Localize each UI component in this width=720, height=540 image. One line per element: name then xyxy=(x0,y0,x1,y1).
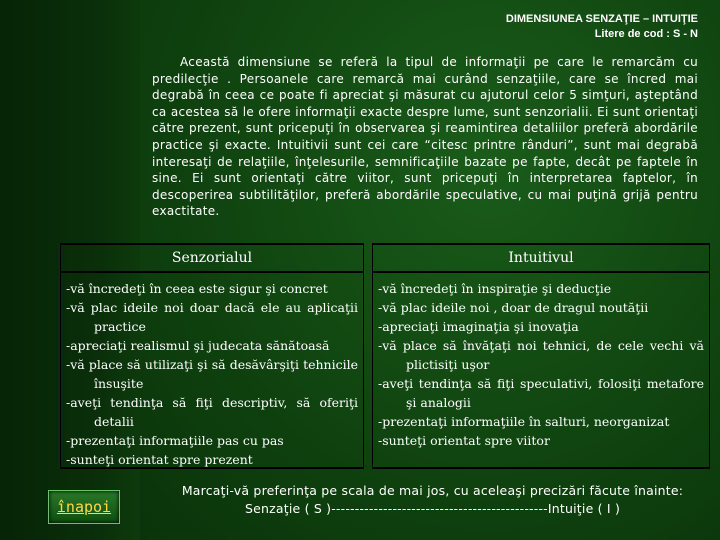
intuition-column-border xyxy=(372,243,710,469)
list-item: -vă încredeţi în inspiraţie şi deducţie xyxy=(378,281,612,296)
list-item: -apreciaţi imaginaţia şi inovaţia xyxy=(378,319,579,334)
intuition-column-bottom-rule xyxy=(372,467,710,469)
preference-scale: Senzaţie ( S )----------------------------------------------Intuiţie ( I ) xyxy=(244,501,621,516)
intro-paragraph: Această dimensiune se referă la tipul de informaţii pe care le remarcăm cu predilecţie . Persoanele care remarcă mai curând senzaţiile, care se încred mai degrabă în ceea ce poate fi apreciat şi măsurat cu ajutorul celor 5 simţuri, aşteptând ca acestea să le ofere informaţii exacte despre lume, sunt senzorialii. Ei sunt orientaţi către prezent, sunt pricepuţi în observarea şi reamintirea detaliilor preferă abordările practice şi exacte. Intuitivii sunt cei care “citesc printre rânduri”, sunt mai degrabă interesaţi de relaţiile, înţelesurile, semnificaţiile bazate pe fapte, decât pe faptele în sine. Ei sunt orientaţi către viitor, sunt pricepuţi în interpretarea faptelor, în descoperirea subtilităţilor, preferă abordările speculative, cu mai puţină grijă pentru exactitate. xyxy=(152,55,698,219)
intro-paragraph-block xyxy=(152,54,698,220)
sensing-heading: Senzorialul xyxy=(60,243,364,273)
list-item: -prezentaţi informaţiile în salturi, neorganizat xyxy=(378,414,670,429)
sensing-column xyxy=(60,243,364,469)
list-item: -aveţi tendinţa să fiţi descriptiv, să oferiţi detalii xyxy=(66,395,358,429)
list-item: -vă place să învăţaţi noi tehnici, de cele vechi vă plictisiţi uşor xyxy=(378,338,704,372)
comparison-table xyxy=(60,243,710,469)
list-item: -vă place să utilizaţi şi să desăvârşiţi tehnicile însuşite xyxy=(66,357,358,391)
list-item: -prezentaţi informaţiile pas cu pas xyxy=(66,433,284,448)
list-item: -vă încredeţi în ceea este sigur şi concret xyxy=(66,281,328,296)
intuition-column xyxy=(372,243,710,469)
list-item: -vă plac ideile noi , doar de dragul noutăţii xyxy=(378,300,649,315)
list-item: -sunteţi orientat spre prezent xyxy=(66,452,253,467)
sensing-column-bottom-rule xyxy=(60,467,364,469)
list-item: -aveţi tendinţa să fiţi speculativi, folosiţi metafore şi analogii xyxy=(378,376,704,410)
footer-instruction-text: Marcaţi-vă preferinţa pe scala de mai jos, cu aceleaşi precizări făcute înainte: xyxy=(181,483,684,498)
list-item: -vă plac ideile noi doar dacă ele au aplicaţii practice xyxy=(66,300,358,334)
back-button[interactable]: înapoi xyxy=(48,490,120,524)
slide-header xyxy=(506,12,698,42)
list-item: -apreciaţi realismul şi judecata sănătoasă xyxy=(66,338,330,353)
sensing-column-border xyxy=(60,243,364,469)
intuition-heading: Intuitivul xyxy=(372,243,710,273)
footer-instructions xyxy=(150,482,715,518)
slide-title: DIMENSIUNEA SENZAŢIE – INTUIŢIE xyxy=(505,13,698,25)
code-letters: Litere de cod : S - N xyxy=(594,28,698,40)
list-item: -sunteţi orientat spre viitor xyxy=(378,433,550,448)
